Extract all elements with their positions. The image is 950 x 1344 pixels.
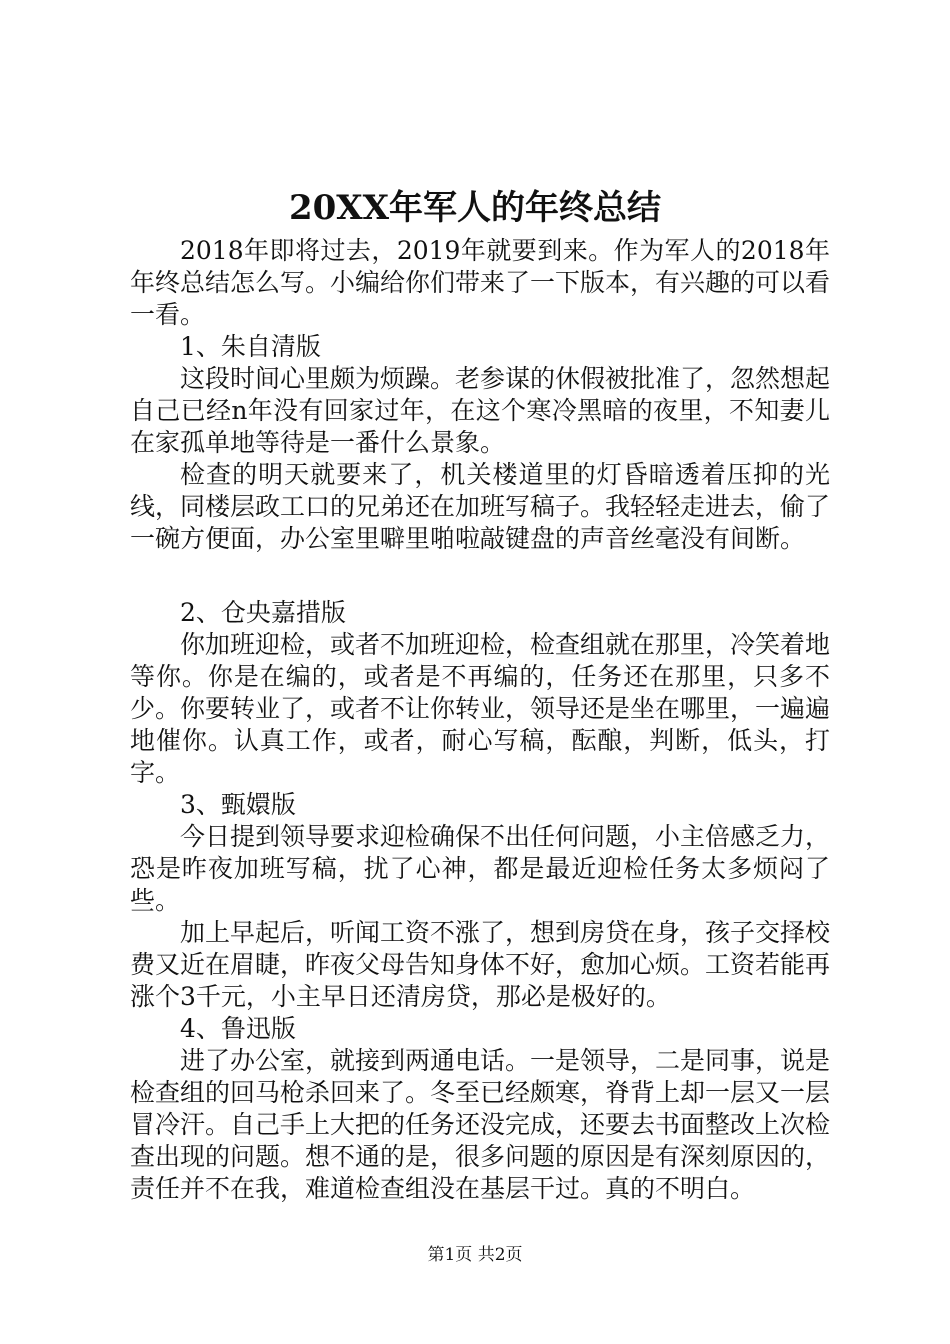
section-1-paragraph-2: 检查的明天就要来了，机关楼道里的灯昏暗透着压抑的光线，同楼层政工口的兄弟还在加班写稿子。我轻轻走进去，偷了一碗方便面，办公室里噼里啪啦敲键盘的声音丝毫没有间断。 [130, 460, 831, 553]
section-heading-4: 4、鲁迅版 [180, 1014, 296, 1043]
section-2-paragraph-1: 你加班迎检，或者不加班迎检，检查组就在那里，冷笑着地等你。你是在编的，或者是不再编的，任务还在那里，只多不少。你要转业了，或者不让你转业，领导还是坐在哪里，一遍遍地催你。认真工作，或者，耐心写稿，酝酿，判断，低头，打字。 [130, 630, 831, 787]
blank-line [130, 555, 830, 597]
section-heading-2: 2、仓央嘉措版 [180, 598, 346, 627]
section-1-paragraph-1: 这段时间心里颇为烦躁。老参谋的休假被批准了，忽然想起自己已经n年没有回家过年，在这个寒冷黑暗的夜里，不知妻儿在家孤单地等待是一番什么景象。 [130, 364, 831, 457]
section-heading-1: 1、朱自清版 [180, 332, 321, 361]
page-footer: 第1页 共2页 [427, 1245, 523, 1265]
document-title: 20XX年军人的年终总结 [288, 188, 662, 228]
section-heading-3: 3、甄嬛版 [180, 790, 296, 819]
intro-paragraph: 2018年即将过去，2019年就要到来。作为军人的2018年年终总结怎么写。小编给你们带来了一下版本，有兴趣的可以看一看。 [130, 236, 831, 329]
section-3-paragraph-2: 加上早起后，听闻工资不涨了，想到房贷在身，孩子交择校费又近在眉睫，昨夜父母告知身体不好，愈加心烦。工资若能再涨个3千元，小主早日还清房贷，那必是极好的。 [130, 918, 831, 1011]
section-3-paragraph-1: 今日提到领导要求迎检确保不出任何问题，小主倍感乏力，恐是昨夜加班写稿，扰了心神，都是最近迎检任务太多烦闷了些。 [130, 822, 831, 915]
section-4-paragraph-1: 进了办公室，就接到两通电话。一是领导，二是同事，说是检查组的回马枪杀回来了。冬至已经颇寒，脊背上却一层又一层冒冷汗。自己手上大把的任务还没完成，还要去书面整改上次检查出现的问题。想不通的是，很多问题的原因是有深刻原因的，责任并不在我，难道检查组没在基层干过。真的不明白。 [130, 1046, 831, 1203]
document-body [130, 235, 830, 1205]
